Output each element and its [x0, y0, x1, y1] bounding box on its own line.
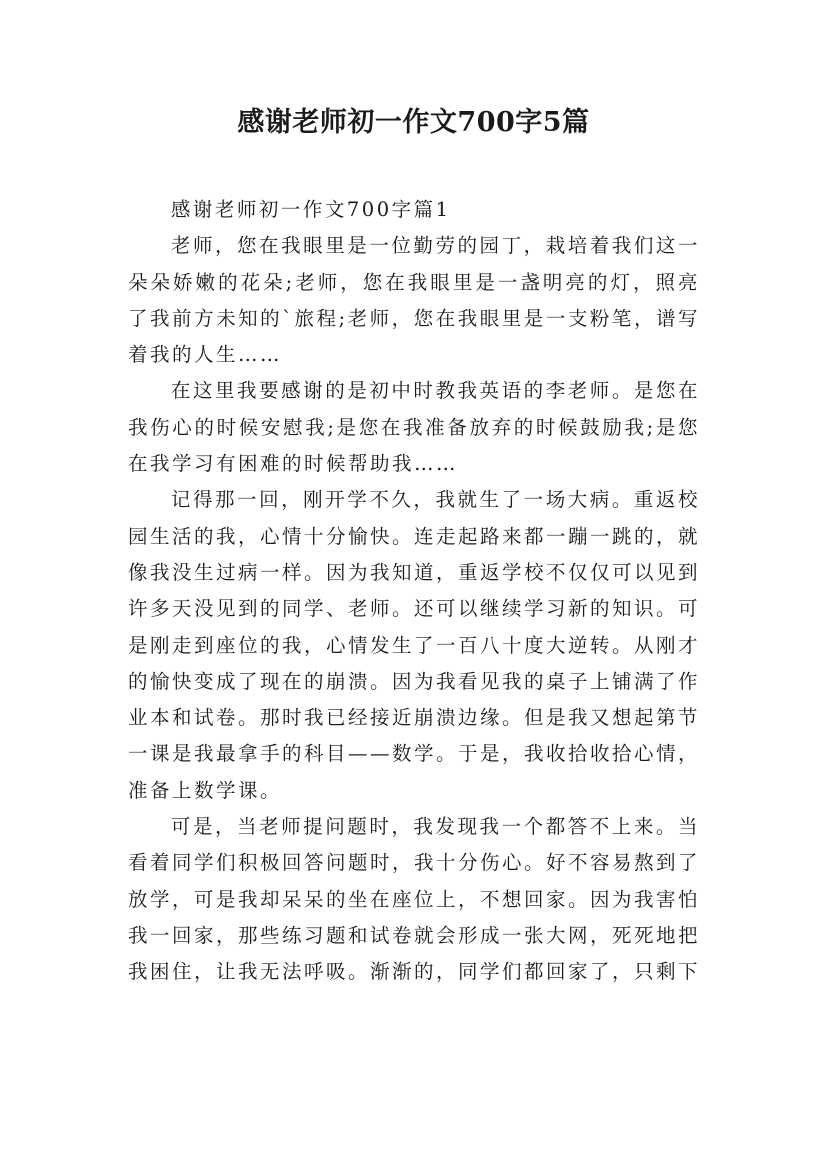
document-title: 感谢老师初一作文700字5篇 [237, 107, 590, 138]
paragraph-2: 在这里我要感谢的是初中时教我英语的李老师。是您在我伤心的时候安慰我;是您在我准备放弃的时候鼓励我;是您在我学习有困难的时候帮助我…… [128, 379, 700, 476]
paragraph-3: 记得那一回，刚开学不久，我就生了一场大病。重返校园生活的我，心情十分愉快。连走起路来都一蹦一跳的，就像我没生过病一样。因为我知道，重返学校不仅仅可以见到许多天没见到的同学、老师。还可以继续学习新的知识。可是刚走到座位的我，心情发生了一百八十度大逆转。从刚才的愉快变成了现在的崩溃。因为我看见我的桌子上铺满了作业本和试卷。那时我已经接近崩溃边缘。但是我又想起第节一课是我最拿手的科目——数学。于是，我收拾收拾心情，准备上数学课。 [128, 488, 701, 802]
paragraph-4: 可是，当老师提问题时，我发现我一个都答不上来。当看着同学们积极回答问题时，我十分伤心。好不容易熬到了放学，可是我却呆呆的坐在座位上，不想回家。因为我害怕我一回家，那些练习题和试卷就会形成一张大网，死死地把我困住，让我无法呼吸。渐渐的，同学们都回家了，只剩下 [128, 815, 701, 984]
document-body [128, 192, 700, 991]
section-heading: 感谢老师初一作文700字篇1 [170, 198, 451, 221]
paragraph-1: 老师，您在我眼里是一位勤劳的园丁，栽培着我们这一朵朵娇嫩的花朵;老师，您在我眼里是一盏明亮的灯，照亮了我前方未知的`旅程;老师，您在我眼里是一支粉笔，谱写着我的人生…… [128, 234, 700, 367]
